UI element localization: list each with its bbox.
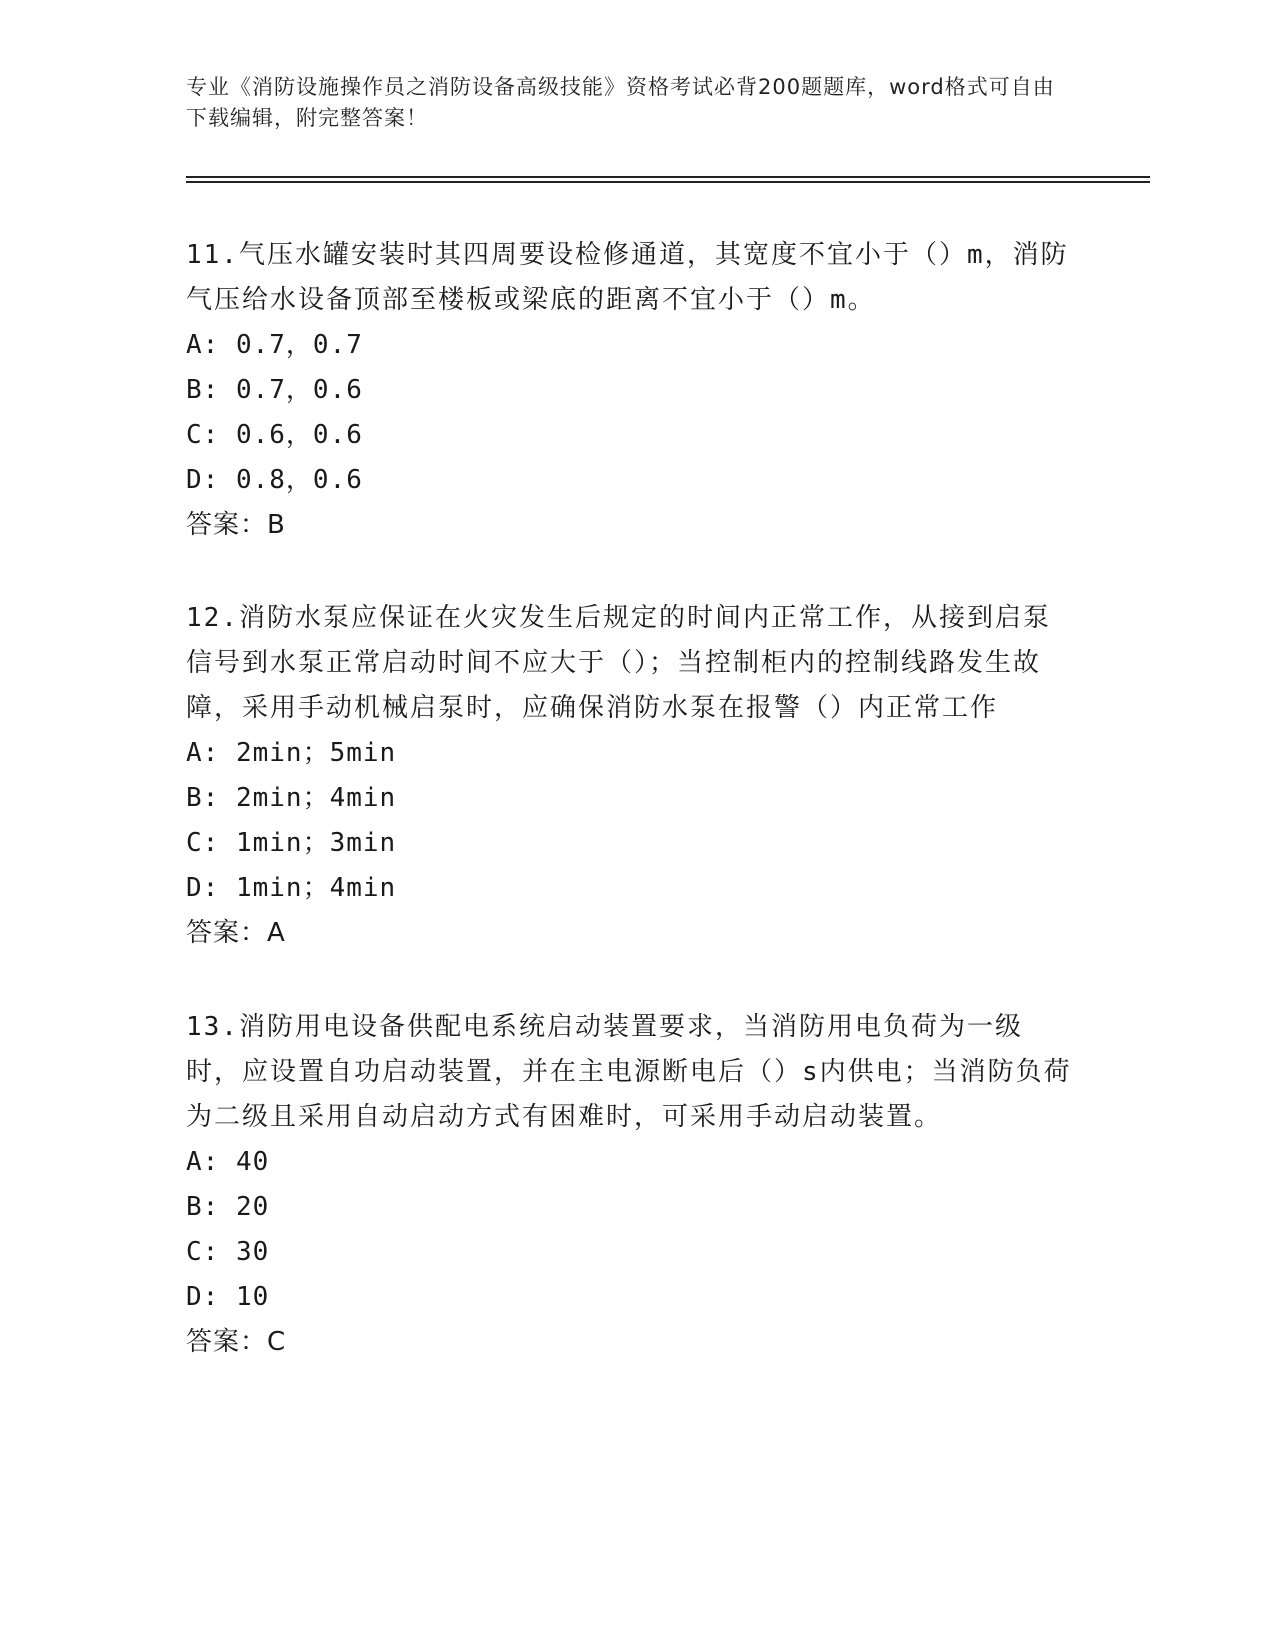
question-11	[186, 233, 1076, 548]
option-c: C: 1min；3min	[186, 828, 397, 858]
answer: 答案：A	[186, 918, 286, 948]
answer: 答案：B	[186, 510, 286, 540]
question-13	[186, 1005, 1076, 1365]
option-a: A: 2min；5min	[186, 738, 397, 768]
question-12	[186, 596, 1076, 956]
option-d: D: 1min；4min	[186, 873, 397, 903]
option-b: B: 0.7，0.6	[186, 375, 363, 405]
question-stem: 12.消防水泵应保证在火灾发生后规定的时间内正常工作，从接到启泵信号到水泵正常启动时间不应大于（）；当控制柜内的控制线路发生故障，采用手动机械启泵时，应确保消防水泵在报警（）内正常工作	[186, 603, 1051, 723]
option-d: D: 0.8，0.6	[186, 465, 363, 495]
header-divider-top	[186, 176, 1150, 178]
option-c: C: 30	[186, 1237, 270, 1267]
answer: 答案：C	[186, 1327, 287, 1357]
question-stem: 13.消防用电设备供配电系统启动装置要求，当消防用电负荷为一级时，应设置自功启动装置，并在主电源断电后（）s内供电；当消防负荷为二级且采用自动启动方式有困难时，可采用手动启动装置。	[186, 1012, 1072, 1132]
option-d: D: 10	[186, 1282, 270, 1312]
option-c: C: 0.6，0.6	[186, 420, 363, 450]
option-b: B: 2min；4min	[186, 783, 397, 813]
question-stem: 11.气压水罐安装时其四周要设检修通道，其宽度不宜小于（）m，消防气压给水设备顶部至楼板或梁底的距离不宜小于（）m。	[186, 240, 1069, 315]
header-divider-bottom	[186, 181, 1150, 183]
document-header: 专业《消防设施操作员之消防设备高级技能》资格考试必背200题题库，word格式可自由下载编辑，附完整答案！	[186, 75, 1055, 130]
option-a: A: 0.7，0.7	[186, 330, 363, 360]
option-a: A: 40	[186, 1147, 270, 1177]
option-b: B: 20	[186, 1192, 270, 1222]
